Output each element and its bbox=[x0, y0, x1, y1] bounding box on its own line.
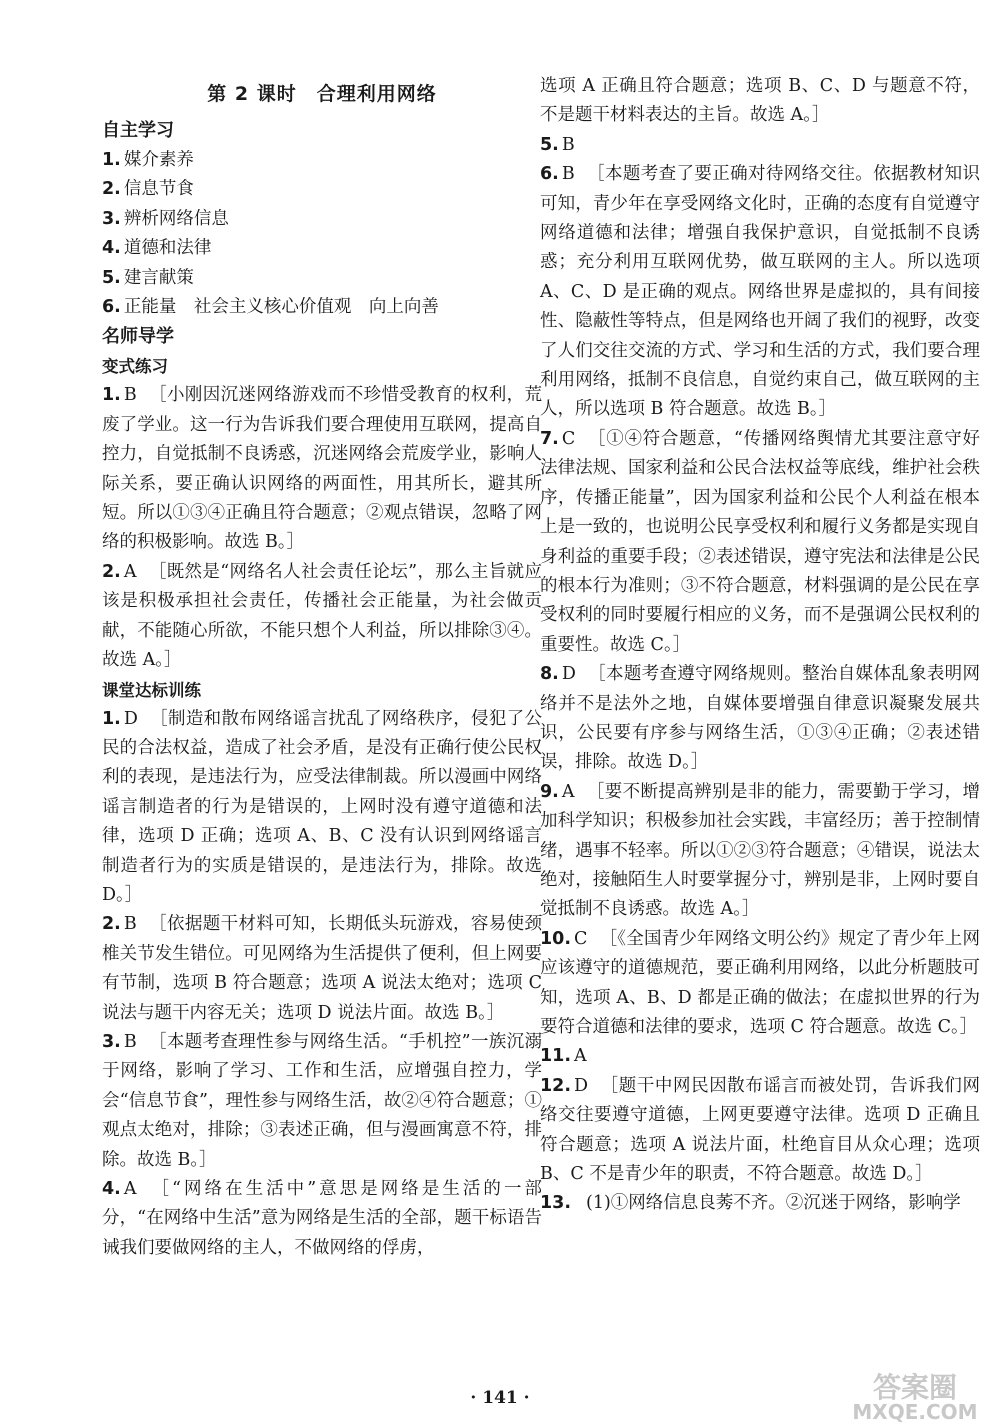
list-item: 6. 正能量 社会主义核心价值观 向上向善 bbox=[102, 297, 439, 318]
list-item: 1. 媒介素养 bbox=[102, 150, 194, 170]
answer-item: 10. C ［《全国青少年网络文明公约》规定了青少年上网应该遵守的道德规范，要正确利用网络，以此分析题肢可知，选项 A、B、D 都是正确的做法；在虚拟世界的行为要符合道德和法律的要求，选项 C 符合题意。故选 C。］ bbox=[540, 928, 980, 1037]
watermark-brand: 答案圈 bbox=[872, 1371, 958, 1404]
self-study-list bbox=[102, 146, 542, 322]
answer-item: 9. A ［要不断提高辨别是非的能力，需要勤于学习，增加科学知识；积极参加社会实践，丰富经历；善于控制情绪，遇事不轻率。所以①②③符合题意；④错误，说法太绝对，接触陌生人时要掌握分寸，辨别是非，上网时要自觉抵制不良诱惑。故选 A。］ bbox=[540, 781, 980, 920]
left-column bbox=[102, 72, 542, 1263]
page-number: · 141 · bbox=[470, 1388, 530, 1408]
answer-item: 6. B ［本题考查了要正确对待网络交往。依据教材知识可知，青少年在享受网络文化时，正确的态度有自觉遵守网络道德和法律；增强自我保护意识，自觉抵制不良诱惑；充分利用互联网优势，做互联网的主人。所以选项 A、C、D 是正确的观点。网络世界是虚拟的，具有间接性、隐蔽性等特点，但是网络也开阔了我们的视野，改变了人们交往交流的方式、学习和生活的方式，我们要合理利用网络，抵制不良信息，自觉约束自己，做互联网的主人，所以选项 B 符合题意。故选 B。］ bbox=[540, 164, 980, 420]
answer-item: 4. A ［“网络在生活中”意思是网络是生活的一部分，“在网络中生活”意为网络是生活的全部，题干标语告诫我们要做网络的主人，不做网络的俘虏， bbox=[102, 1179, 542, 1258]
watermark-url: MXQE.COM bbox=[852, 1400, 978, 1423]
list-item: 4. 道德和法律 bbox=[102, 238, 212, 259]
answer-item: 5. B bbox=[540, 134, 575, 155]
answer-item: 8. D ［本题考查遵守网络规则。整治自媒体乱象表明网络并不是法外之地，自媒体要增强自律意识凝聚发展共识，公民要有序参与网络生活，①③④正确；②表述错误，排除。故选 D。］ bbox=[540, 664, 980, 773]
answer-item: 2. B ［依据题干材料可知，长期低头玩游戏，容易使颈椎关节发生错位。可见网络为生活提供了便利，但上网要有节制，选项 B 符合题意；选项 A 说法太绝对；选项 C 说法与题干内容无关；选项 D 说法片面。故选 B。］ bbox=[102, 914, 542, 1023]
section-teacher-guide-heading: 名师导学 bbox=[102, 326, 174, 348]
answer-item: 3. B ［本题考查理性参与网络生活。“手机控”一族沉溺于网络，影响了学习、工作和生活，应增强自控力，学会“信息节食”，理性参与网络生活，故②④符合题意；①观点太绝对，排除；③表述正确，但与漫画寓意不符，排除。故选 B。］ bbox=[102, 1031, 542, 1170]
subsection-variant-practice: 变式练习 bbox=[102, 357, 168, 377]
list-item: 2. 信息节食 bbox=[102, 179, 194, 200]
answer-item: 13. (1)①网络信息良莠不齐。②沉迷于网络，影响学 bbox=[540, 1193, 961, 1214]
subsection-classroom-training: 课堂达标训练 bbox=[102, 680, 201, 700]
answer-item: 12. D ［题干中网民因散布谣言而被处罚，告诉我们网络交往要遵守道德，上网更要遵守法律。选项 D 正确且符合题意；选项 A 说法片面，杜绝盲目从众心理；选项 B、C 不是青少年的职责，不符合题意。故选 D。］ bbox=[540, 1075, 980, 1185]
page-title: 第 2 课时 合理利用网络 bbox=[207, 83, 437, 105]
section-self-study-heading: 自主学习 bbox=[102, 120, 174, 141]
list-item: 3. 辨析网络信息 bbox=[102, 208, 229, 229]
answer-item: 11. A bbox=[540, 1046, 587, 1067]
answer-item: 1. D ［制造和散布网络谣言扰乱了网络秩序，侵犯了公民的合法权益，造成了社会矛盾，是没有正确行使公民权利的表现，是违法行为，应受法律制裁。所以漫画中网络谣言制造者的行为是错误的，上网时没有遵守道德和法律，选项 D 正确；选项 A、B、C 没有认识到网络谣言制造者行为的实质是错误的，是违法行为，排除。故选 D。］ bbox=[102, 708, 542, 905]
watermark-logo bbox=[840, 1367, 990, 1423]
answer-item: 1. B ［小刚因沉迷网络游戏而不珍惜受教育的权利，荒废了学业。这一行为告诉我们要合理使用互联网，提高自控力，自觉抵制不良诱惑，沉迷网络会荒废学业，影响人际关系，要正确认识网络的两面性，用其所长，避其所短。所以①③④正确且符合题意；②观点错误，忽略了网络的积极影响。故选 B。］ bbox=[102, 385, 542, 553]
continued-answer-text: 选项 A 正确且符合题意；选项 B、C、D 与题意不符，不是题干材料表达的主旨。故选 A。］ bbox=[540, 76, 980, 126]
right-column bbox=[540, 72, 980, 1219]
answer-item: 7. C ［①④符合题意，“传播网络舆情尤其要注意守好法律法规、国家利益和公民合法权益等底线，维护社会秩序，传播正能量”，因为国家利益和公民个人利益在根本上是一致的，也说明公民享受权利和履行义务都是实现自身利益的重要手段；②表述错误，遵守宪法和法律是公民的根本行为准则；③不符合题意，材料强调的是公民在享受权利的同时要履行相应的义务，而不是强调公民权利的重要性。故选 C。］ bbox=[540, 428, 980, 655]
list-item: 5. 建言献策 bbox=[102, 267, 194, 288]
answer-item: 2. A ［既然是“网络名人社会责任论坛”，那么主旨就应该是积极承担社会责任，传播社会正能量，为社会做贡献，不能随心所欲，不能只想个人利益，所以排除③④。故选 A。］ bbox=[102, 561, 542, 671]
